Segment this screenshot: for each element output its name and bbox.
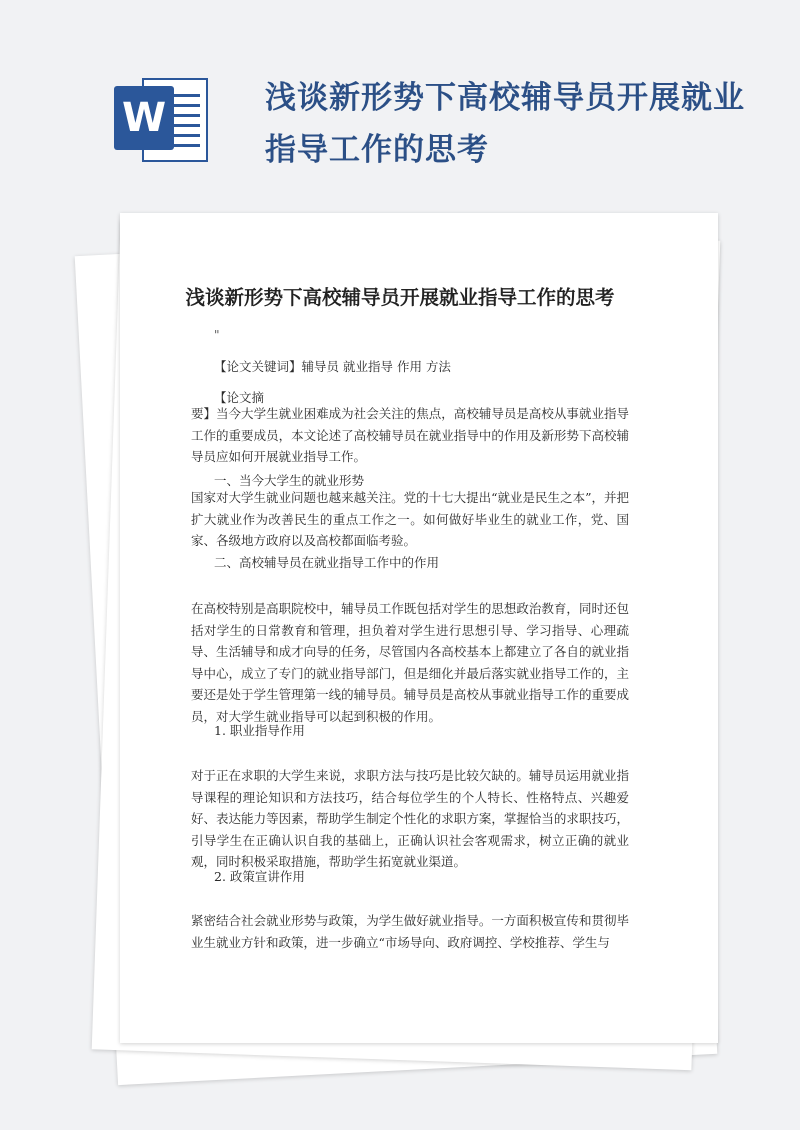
abstract-text: 要】当今大学生就业困难成为社会关注的焦点，高校辅导员是高校从事就业指导工作的重要成员，本文论述了高校辅导员在就业指导中的作用及新形势下高校辅导员应如何开展就业指导工作。 <box>191 406 629 464</box>
abstract-label: 【论文摘 <box>214 390 265 405</box>
subsection-2-text: 紧密结合社会就业形势与政策，为学生做好就业指导。一方面积极宣传和贯彻毕业生就业方针和政策，进一步确立“市场导向、政府调控、学校推荐、学生与 <box>191 913 629 950</box>
document-title: 浅谈新形势下高校辅导员开展就业指导工作的思考 <box>185 286 615 309</box>
word-logo-letter: W <box>114 86 174 150</box>
section-1-heading: 一、当今大学生的就业形势 <box>214 473 365 488</box>
subsection-1-heading: 1. 职业指导作用 <box>214 723 305 738</box>
word-document-icon <box>114 72 210 164</box>
section-2-text: 在高校特别是高职院校中，辅导员工作既包括对学生的思想政治教育，同时还包括对学生的日常教育和管理，担负着对学生进行思想引导、学习指导、心理疏导、生活辅导和成才向导的任务，尽管国内各高校基本上都建立了各自的就业指导中心，成立了专门的就业指导部门，但是细化并最后落实就业指导工作的，主要还是处于学生管理第一线的辅导员。辅导员是高校从事就业指导工作的重要成员，对大学生就业指导可以起到积极的作用。 <box>191 601 629 724</box>
header-banner <box>0 0 800 220</box>
quote-mark: " <box>214 328 220 342</box>
subsection-2-heading: 2. 政策宣讲作用 <box>214 869 305 884</box>
keywords-line: 【论文关键词】辅导员 就业指导 作用 方法 <box>214 359 451 374</box>
section-2-heading: 二、高校辅导员在就业指导工作中的作用 <box>214 555 440 570</box>
header-title: 浅谈新形势下高校辅导员开展就业指导工作的思考 <box>265 80 745 168</box>
section-1-text: 国家对大学生就业问题也越来越关注。党的十七大提出“就业是民生之本”，并把扩大就业作为改善民生的重点工作之一。如何做好毕业生的就业工作，党、国家、各级地方政府以及高校都面临考验。 <box>191 490 629 548</box>
subsection-1-text: 对于正在求职的大学生来说，求职方法与技巧是比较欠缺的。辅导员运用就业指导课程的理论知识和方法技巧，结合每位学生的个人特长、性格特点、兴趣爱好、表达能力等因素，帮助学生制定个性化的求职方案，掌握恰当的求职技巧，引导学生在正确认识自我的基础上，正确认识社会客观需求，树立正确的就业观，同时积极采取措施，帮助学生拓宽就业渠道。 <box>191 768 629 869</box>
